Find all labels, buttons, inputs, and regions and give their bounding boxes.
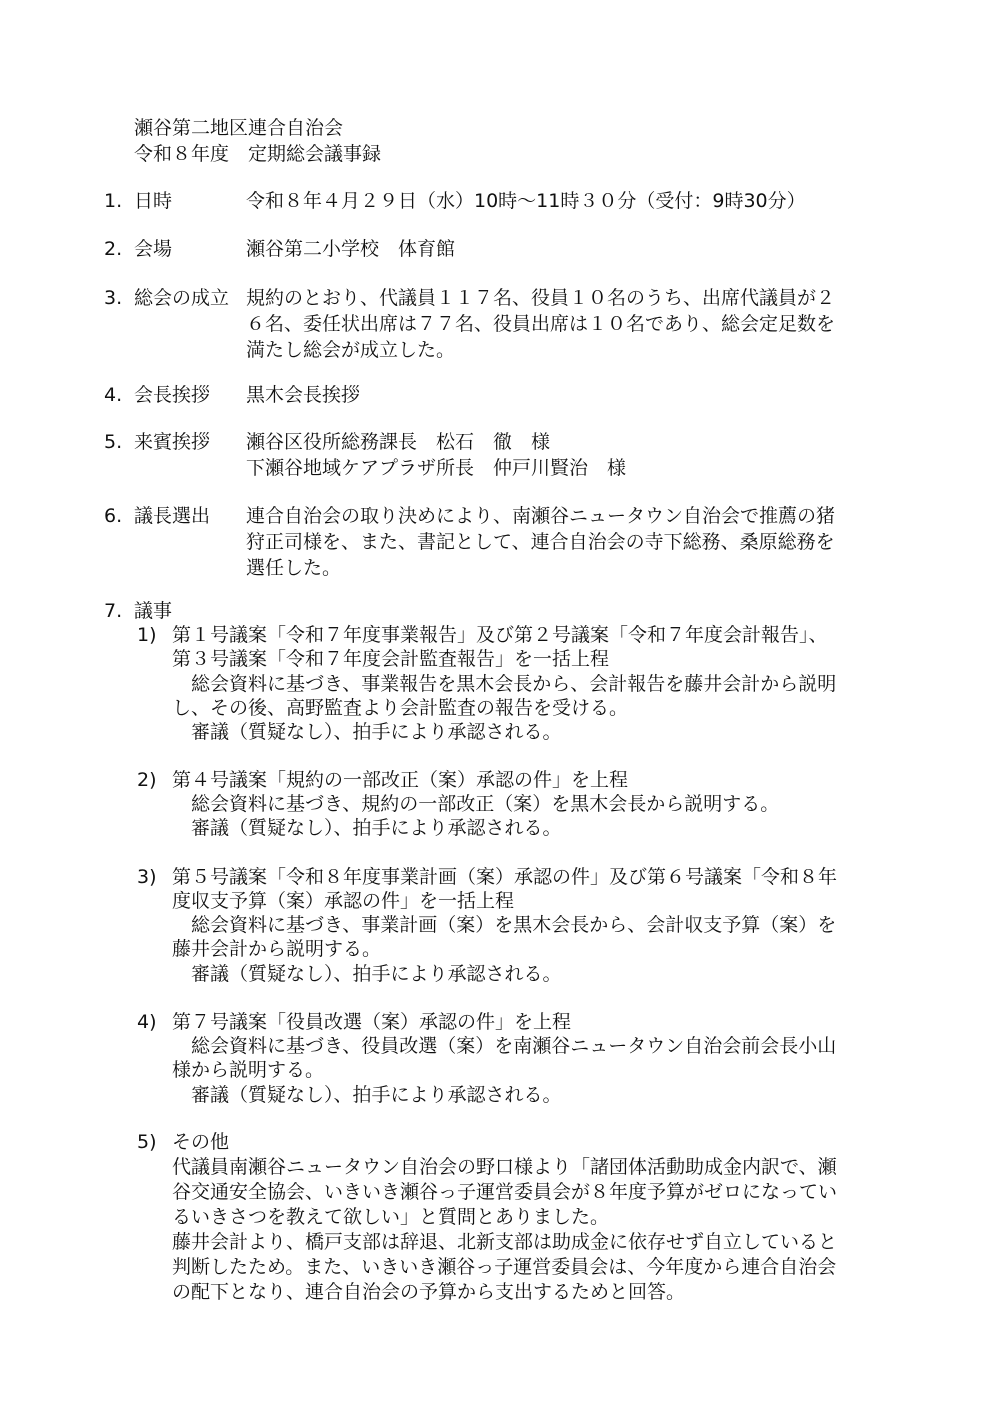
- item-number: 5.: [104, 431, 123, 453]
- subitem-text: の配下となり、連合自治会の予算から支出するためと回答。: [172, 1281, 686, 1303]
- subitem-text: その他: [172, 1131, 230, 1153]
- subitem-number: 3): [137, 866, 157, 888]
- item-text: 規約のとおり、代議員１１７名、役員１０名のうち、出席代議員が２: [246, 287, 836, 309]
- subitem-text: 谷交通安全協会、いきいき瀬谷っ子運営委員会が８年度予算がゼロになってい: [172, 1181, 838, 1203]
- subitem-text: 第７号議案「役員改選（案）承認の件」を上程: [172, 1011, 572, 1033]
- item-label: 会長挨拶: [134, 384, 211, 406]
- subitem-text: 第１号議案「令和７年度事業報告」及び第２号議案「令和７年度会計報告」、: [172, 624, 828, 646]
- subitem-text: 審議（質疑なし）、拍手により承認される。: [172, 1084, 562, 1106]
- item-number: 6.: [104, 505, 123, 527]
- item-text: 狩正司様を、また、書記として、連合自治会の寺下総務、桑原総務を: [246, 531, 835, 553]
- subitem-text: 代議員南瀬谷ニュータウン自治会の野口様より「諸団体活動助成金内訳で、瀬: [172, 1156, 837, 1178]
- item-text: 瀬谷区役所総務課長 松石 徹 様: [246, 431, 551, 453]
- item-label: 会場: [134, 238, 173, 260]
- subitem-text: し、その後、高野監査より会計監査の報告を受ける。: [172, 697, 629, 719]
- item-label: 総会の成立: [134, 287, 230, 309]
- subitem-text: 第４号議案「規約の一部改正（案）承認の件」を上程: [172, 769, 629, 791]
- item-text: 連合自治会の取り決めにより、南瀬谷ニュータウン自治会で推薦の猪: [246, 505, 836, 527]
- subitem-text: 審議（質疑なし）、拍手により承認される。: [172, 817, 562, 839]
- subitem-number: 4): [137, 1011, 157, 1033]
- subitem-text: 審議（質疑なし）、拍手により承認される。: [172, 963, 562, 985]
- subitem-text: 第５号議案「令和８年度事業計画（案）承認の件」及び第６号議案「令和８年: [172, 866, 838, 888]
- subitem-text: 様から説明する。: [172, 1059, 325, 1081]
- item-text: 満たし総会が成立した。: [246, 339, 456, 361]
- item-number: 3.: [104, 287, 123, 309]
- item-text: 令和８年４月２９日（水）10時～11時３０分（受付：9時30分）: [246, 190, 806, 212]
- item-label: 日時: [134, 190, 173, 212]
- subitem-number: 1): [137, 624, 157, 646]
- item-number: 2.: [104, 238, 123, 260]
- item-text: 瀬谷第二小学校 体育館: [246, 238, 456, 260]
- item-label: 議長選出: [134, 505, 211, 527]
- subitem-text: 度収支予算（案）承認の件」を一括上程: [172, 890, 515, 912]
- item-number: 4.: [104, 384, 123, 406]
- subitem-text: 審議（質疑なし）、拍手により承認される。: [172, 721, 562, 743]
- subitem-text: 第３号議案「令和７年度会計監査報告」を一括上程: [172, 648, 610, 670]
- subitem-text: 総会資料に基づき、規約の一部改正（案）を黒木会長から説明する。: [172, 793, 780, 815]
- subitem-text: 藤井会計より、橋戸支部は辞退、北新支部は助成金に依存せず自立していると: [172, 1231, 838, 1253]
- item-text: 黒木会長挨拶: [246, 384, 361, 406]
- item-label: 来賓挨拶: [134, 431, 211, 453]
- subitem-number: 2): [137, 769, 157, 791]
- item-label: 議事: [134, 600, 173, 622]
- subitem-text: 総会資料に基づき、役員改選（案）を南瀬谷ニュータウン自治会前会長小山: [172, 1035, 837, 1057]
- subitem-text: るいきさつを教えて欲しい」と質問とありました。: [172, 1206, 610, 1228]
- subitem-text: 藤井会計から説明する。: [172, 938, 382, 960]
- subitem-text: 総会資料に基づき、事業報告を黒木会長から、会計報告を藤井会計から説明: [172, 673, 837, 695]
- item-text: 下瀬谷地域ケアプラザ所長 仲戸川賢治 様: [246, 457, 627, 479]
- subitem-number: 5): [137, 1131, 157, 1153]
- header-organization: 瀬谷第二地区連合自治会: [134, 117, 344, 139]
- subitem-text: 総会資料に基づき、事業計画（案）を黒木会長から、会計収支予算（案）を: [172, 914, 837, 936]
- item-text: ６名、委任状出席は７７名、役員出席は１０名であり、総会定足数を: [246, 313, 836, 335]
- item-number: 7.: [104, 600, 123, 622]
- item-text: 選任した。: [246, 557, 342, 579]
- subitem-text: 判断したため。また、いきいき瀬谷っ子運営委員会は、今年度から連合自治会: [172, 1256, 837, 1278]
- header-title: 令和８年度 定期総会議事録: [134, 143, 382, 165]
- item-number: 1.: [104, 190, 123, 212]
